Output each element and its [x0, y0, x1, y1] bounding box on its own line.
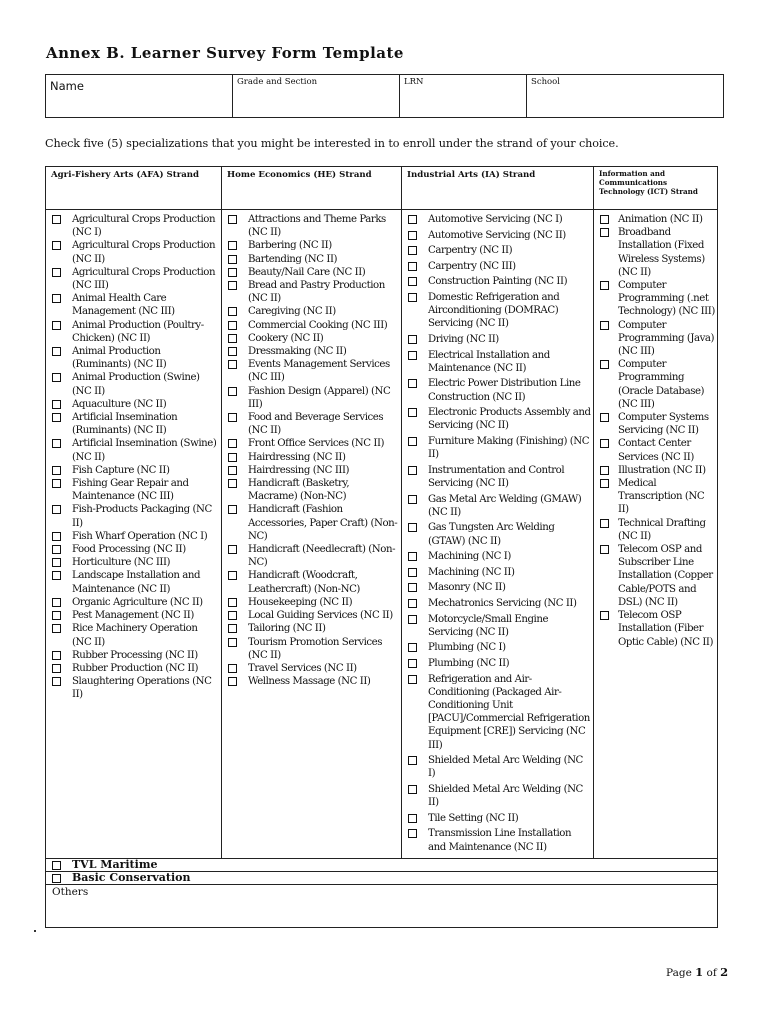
- specialization-label: Front Office Services (NC II): [248, 438, 385, 450]
- checkbox[interactable]: [408, 814, 417, 823]
- specialization-option[interactable]: [52, 530, 219, 543]
- specialization-option[interactable]: [52, 675, 219, 701]
- specialization-option[interactable]: [52, 411, 219, 437]
- checkbox[interactable]: [52, 268, 61, 277]
- specialization-option[interactable]: [408, 521, 591, 547]
- specialization-label: Construction Painting (NC II): [428, 276, 568, 288]
- specialization-label: Rice Machinery Operation (NC II): [72, 623, 198, 648]
- checkbox[interactable]: [600, 439, 609, 448]
- specialization-option[interactable]: [228, 464, 399, 477]
- checkbox[interactable]: [228, 571, 237, 580]
- form-title: Annex B. Learner Survey Form Template: [46, 44, 404, 62]
- specialization-label: Agricultural Crops Production (NC II): [72, 240, 216, 265]
- grade-section-label: Grade and Section: [237, 77, 318, 87]
- specialization-label: Animal Production (Swine) (NC II): [72, 372, 200, 397]
- checkbox[interactable]: [228, 321, 237, 330]
- specialization-option[interactable]: [52, 556, 219, 569]
- specialization-label: Computer Programming (Oracle Database) (NC III): [618, 359, 705, 410]
- checkbox[interactable]: [408, 643, 417, 652]
- strand-items-row: [46, 210, 718, 859]
- specialization-option[interactable]: [52, 662, 219, 675]
- checkbox[interactable]: [52, 321, 61, 330]
- specialization-label: Automotive Servicing (NC I): [428, 214, 563, 225]
- checkbox[interactable]: [600, 215, 609, 224]
- specialization-option[interactable]: [228, 569, 399, 595]
- checkbox[interactable]: [228, 624, 237, 633]
- specialization-label: Fashion Design (Apparel) (NC III): [248, 385, 391, 410]
- specialization-label: Barbering (NC II): [248, 240, 332, 252]
- specialization-label: Electronic Products Assembly and Servicing (NC II): [428, 407, 591, 432]
- specialization-label: Broadband Installation (Fixed Wireless Systems) (NC II): [618, 227, 705, 278]
- specialization-label: Animal Production (Poultry-Chicken) (NC II): [72, 319, 204, 344]
- specialization-label: Computer Programming (.net Technology) (NC III): [618, 280, 715, 318]
- checkbox[interactable]: [228, 255, 237, 264]
- checkbox[interactable]: [408, 215, 417, 224]
- checkbox[interactable]: [408, 262, 417, 271]
- specialization-label: Rubber Processing (NC II): [72, 649, 198, 661]
- specialization-option[interactable]: [408, 260, 591, 273]
- specialization-option[interactable]: [600, 279, 715, 319]
- specialization-option[interactable]: [600, 464, 715, 477]
- specialization-option[interactable]: [600, 477, 715, 517]
- ict-column: [594, 210, 718, 859]
- checkbox[interactable]: [600, 360, 609, 369]
- specialization-label: Refrigeration and Air-Conditioning (Packaged Air-Conditioning Unit [PACU]/Commercial Refrigeration Equipment [CRE]) Servicing (NC III): [428, 673, 590, 751]
- specialization-option[interactable]: [52, 464, 219, 477]
- specialization-label: Rubber Production (NC II): [72, 662, 199, 674]
- specialization-option[interactable]: [408, 275, 591, 288]
- specialization-option[interactable]: [600, 609, 715, 649]
- school-field[interactable]: [527, 75, 724, 118]
- checkbox[interactable]: [408, 466, 417, 475]
- tvl-maritime-option[interactable]: [52, 859, 717, 871]
- specialization-option[interactable]: [52, 319, 219, 345]
- checkbox[interactable]: [600, 466, 609, 475]
- specialization-option[interactable]: [600, 517, 715, 543]
- specialization-label: Telecom OSP Installation (Fiber Optic Cable) (NC II): [618, 610, 714, 648]
- instruction-text: Check five (5) specializations that you might be interested in to enroll under the strand of your choice.: [45, 137, 619, 150]
- specialization-label: Events Management Services (NC III): [248, 359, 390, 384]
- specialization-label: Fish-Products Packaging (NC II): [72, 504, 212, 529]
- checkbox[interactable]: [408, 659, 417, 668]
- checkbox[interactable]: [408, 335, 417, 344]
- checkbox[interactable]: [52, 400, 61, 409]
- checkbox[interactable]: [408, 785, 417, 794]
- checkbox[interactable]: [408, 583, 417, 592]
- checkbox[interactable]: [408, 615, 417, 624]
- specialization-option[interactable]: [52, 503, 219, 529]
- specialization-option[interactable]: [228, 609, 399, 622]
- specialization-label: Computer Programming (Java) (NC III): [618, 319, 715, 358]
- specialization-label: Handicraft (Basketry, Macrame) (Non-NC): [248, 478, 350, 503]
- specialization-option[interactable]: [228, 662, 399, 675]
- checkbox[interactable]: [408, 231, 417, 240]
- page-word: Page: [666, 967, 692, 979]
- specialization-option[interactable]: [408, 464, 591, 490]
- basic-conservation-row: [46, 872, 718, 885]
- specialization-label: Travel Services (NC II): [248, 662, 357, 674]
- checkbox[interactable]: [408, 552, 417, 561]
- specialization-option[interactable]: [408, 641, 591, 654]
- specialization-label: Tourism Promotion Services (NC II): [248, 636, 383, 661]
- specialization-option[interactable]: [52, 622, 219, 648]
- specialization-label: Pest Management (NC II): [72, 610, 194, 622]
- checkbox[interactable]: [228, 677, 237, 686]
- specialization-label: Shielded Metal Arc Welding (NC I): [428, 755, 583, 780]
- specialization-option[interactable]: [228, 253, 399, 266]
- name-label: Name: [50, 79, 84, 93]
- specialization-option[interactable]: [52, 292, 219, 318]
- checkbox[interactable]: [600, 281, 609, 290]
- specialization-label: Hairdressing (NC III): [248, 464, 350, 476]
- checkbox[interactable]: [52, 677, 61, 686]
- specialization-option[interactable]: [52, 345, 219, 371]
- specialization-label: Transmission Line Installation and Maintenance (NC II): [428, 828, 572, 853]
- specialization-option[interactable]: [408, 827, 591, 853]
- page-total: 2: [720, 965, 729, 979]
- checkbox[interactable]: [52, 505, 61, 514]
- checkbox[interactable]: [52, 558, 61, 567]
- checkbox[interactable]: [52, 571, 61, 580]
- specialization-option[interactable]: [52, 477, 219, 503]
- checkbox[interactable]: [408, 829, 417, 838]
- specialization-label: Artificial Insemination (Ruminants) (NC II): [72, 412, 178, 437]
- specialization-option[interactable]: [408, 435, 591, 461]
- checkbox[interactable]: [52, 651, 61, 660]
- specialization-label: Aquaculture (NC II): [72, 398, 167, 410]
- specialization-label: Mechatronics Servicing (NC II): [428, 597, 577, 609]
- specialization-option[interactable]: [408, 406, 591, 432]
- specialization-label: Motorcycle/Small Engine Servicing (NC II): [428, 613, 549, 638]
- specialization-option[interactable]: [408, 566, 591, 579]
- specialization-label: Tile Setting (NC II): [428, 812, 519, 824]
- option-label: Basic Conservation: [72, 871, 191, 885]
- others-label: Others: [52, 886, 89, 899]
- specialization-option[interactable]: [228, 622, 399, 635]
- school-label: School: [531, 77, 561, 87]
- specialization-option[interactable]: [228, 451, 399, 464]
- specialization-label: Handicraft (Fashion Accessories, Paper Craft) (Non-NC): [248, 504, 398, 542]
- checkbox[interactable]: [228, 505, 237, 514]
- specialization-option[interactable]: [600, 213, 715, 226]
- specialization-option[interactable]: [408, 291, 591, 331]
- checkbox[interactable]: [228, 453, 237, 462]
- ict-header: Information and Communications Technology (ICT) Strand: [594, 167, 718, 210]
- checkbox[interactable]: [408, 408, 417, 417]
- specialization-label: Bartending (NC II): [248, 253, 338, 265]
- specialization-label: Handicraft (Needlecraft) (Non-NC): [248, 544, 396, 569]
- basic-conservation-option[interactable]: [52, 872, 717, 884]
- specialization-label: Slaughtering Operations (NC II): [72, 676, 212, 701]
- specialization-label: Carpentry (NC III): [428, 260, 516, 272]
- specialization-option[interactable]: [408, 673, 591, 752]
- checkbox[interactable]: [408, 437, 417, 446]
- afa-column: [46, 210, 222, 859]
- specialization-table: [45, 166, 718, 928]
- checkbox[interactable]: [408, 568, 417, 577]
- specialization-label: Electrical Installation and Maintenance (NC II): [428, 349, 550, 374]
- specialization-option[interactable]: [228, 596, 399, 609]
- checkbox[interactable]: [600, 519, 609, 528]
- specialization-option[interactable]: [52, 398, 219, 411]
- specialization-label: Bread and Pastry Production (NC II): [248, 280, 385, 305]
- specialization-label: Animal Health Care Management (NC III): [72, 293, 175, 318]
- checkbox[interactable]: [228, 439, 237, 448]
- specialization-label: Driving (NC II): [428, 333, 499, 345]
- checkbox[interactable]: [52, 373, 61, 382]
- of-word: of: [706, 967, 717, 979]
- specialization-label: Housekeeping (NC II): [248, 596, 353, 608]
- afa-header: Agri-Fishery Arts (AFA) Strand: [46, 167, 222, 210]
- specialization-label: Fish Wharf Operation (NC I): [72, 530, 208, 542]
- checkbox[interactable]: [52, 439, 61, 448]
- checkbox[interactable]: [52, 215, 61, 224]
- specialization-label: Machining (NC II): [428, 566, 515, 578]
- checkbox[interactable]: [52, 861, 61, 870]
- he-column: [222, 210, 402, 859]
- checkbox[interactable]: [228, 598, 237, 607]
- specialization-option[interactable]: [600, 543, 715, 609]
- specialization-label: Organic Agriculture (NC II): [72, 596, 203, 608]
- specialization-option[interactable]: [228, 319, 399, 332]
- checkbox[interactable]: [408, 599, 417, 608]
- checkbox[interactable]: [52, 479, 61, 488]
- scan-mark: [34, 930, 36, 932]
- specialization-label: Computer Systems Servicing (NC II): [618, 412, 709, 437]
- specialization-label: Machining (NC I): [428, 551, 511, 563]
- specialization-option[interactable]: [228, 543, 399, 569]
- checkbox[interactable]: [600, 479, 609, 488]
- specialization-option[interactable]: [600, 319, 715, 359]
- specialization-option[interactable]: [408, 493, 591, 519]
- checkbox[interactable]: [52, 611, 61, 620]
- checkbox[interactable]: [52, 664, 61, 673]
- specialization-option[interactable]: [408, 550, 591, 563]
- specialization-label: Commercial Cooking (NC III): [248, 319, 388, 331]
- specialization-label: Food and Beverage Services (NC II): [248, 412, 384, 437]
- checkbox[interactable]: [52, 294, 61, 303]
- specialization-option[interactable]: [228, 279, 399, 305]
- specialization-label: Wellness Massage (NC II): [248, 676, 371, 688]
- specialization-label: Gas Metal Arc Welding (GMAW) (NC II): [428, 493, 582, 518]
- specialization-label: Fish Capture (NC II): [72, 464, 170, 476]
- specialization-label: Gas Tungsten Arc Welding (GTAW) (NC II): [428, 522, 555, 547]
- specialization-label: Landscape Installation and Maintenance (NC II): [72, 570, 201, 595]
- checkbox[interactable]: [52, 624, 61, 633]
- specialization-option[interactable]: [228, 675, 399, 688]
- specialization-option[interactable]: [228, 437, 399, 450]
- specialization-label: Artificial Insemination (Swine) (NC II): [72, 438, 217, 463]
- specialization-option[interactable]: [52, 266, 219, 292]
- specialization-option[interactable]: [52, 213, 219, 239]
- specialization-option[interactable]: [228, 636, 399, 662]
- option-label: TVL Maritime: [72, 858, 158, 872]
- specialization-label: Dressmaking (NC II): [248, 346, 347, 358]
- checkbox[interactable]: [228, 268, 237, 277]
- others-field[interactable]: [46, 885, 718, 928]
- specialization-option[interactable]: [52, 543, 219, 556]
- specialization-label: Plumbing (NC I): [428, 642, 506, 654]
- specialization-label: Telecom OSP and Subscriber Line Installation (Copper Cable/POTS and DSL) (NC II): [618, 544, 713, 608]
- specialization-option[interactable]: [52, 596, 219, 609]
- specialization-option[interactable]: [408, 333, 591, 346]
- tvl-maritime-row: [46, 859, 718, 872]
- specialization-label: Shielded Metal Arc Welding (NC II): [428, 783, 583, 809]
- specialization-label: Contact Center Services (NC II): [618, 438, 694, 463]
- checkbox[interactable]: [408, 523, 417, 532]
- specialization-option[interactable]: [408, 349, 591, 375]
- checkbox[interactable]: [228, 334, 237, 343]
- specialization-label: Local Guiding Services (NC II): [248, 610, 393, 622]
- specialization-option[interactable]: [408, 229, 591, 242]
- specialization-label: Food Processing (NC II): [72, 544, 186, 556]
- strand-header-row: [46, 167, 718, 210]
- checkbox[interactable]: [228, 466, 237, 475]
- specialization-label: Attractions and Theme Parks (NC II): [248, 214, 386, 239]
- specialization-option[interactable]: [600, 437, 715, 463]
- specialization-label: Furniture Making (Finishing) (NC II): [428, 435, 590, 461]
- specialization-label: Fishing Gear Repair and Maintenance (NC III): [72, 478, 189, 503]
- specialization-option[interactable]: [408, 597, 591, 610]
- specialization-label: Plumbing (NC II): [428, 657, 510, 669]
- checkbox[interactable]: [408, 351, 417, 360]
- specialization-option[interactable]: [52, 649, 219, 662]
- checkbox[interactable]: [228, 611, 237, 620]
- checkbox[interactable]: [408, 675, 417, 684]
- he-header: Home Economics (HE) Strand: [222, 167, 402, 210]
- checkbox[interactable]: [228, 347, 237, 356]
- checkbox[interactable]: [52, 598, 61, 607]
- checkbox[interactable]: [600, 611, 609, 620]
- others-row: [46, 885, 718, 928]
- specialization-option[interactable]: [52, 437, 219, 463]
- specialization-option[interactable]: [600, 358, 715, 411]
- ia-column: [402, 210, 594, 859]
- specialization-label: Carpentry (NC II): [428, 245, 513, 257]
- checkbox[interactable]: [228, 387, 237, 396]
- specialization-label: Caregiving (NC II): [248, 306, 336, 318]
- checkbox[interactable]: [600, 545, 609, 554]
- name-field[interactable]: [46, 75, 233, 118]
- specialization-option[interactable]: [600, 411, 715, 437]
- checkbox[interactable]: [600, 321, 609, 330]
- page-number: 1: [695, 965, 704, 979]
- checkbox[interactable]: [408, 379, 417, 388]
- specialization-label: Technical Drafting (NC II): [618, 517, 706, 542]
- ia-header: Industrial Arts (IA) Strand: [402, 167, 594, 210]
- lrn-field[interactable]: [400, 75, 527, 118]
- specialization-label: Medical Transcription (NC II): [618, 478, 705, 516]
- checkbox[interactable]: [228, 664, 237, 673]
- specialization-label: Hairdressing (NC II): [248, 451, 346, 463]
- checkbox[interactable]: [52, 347, 61, 356]
- specialization-label: Animal Production (Ruminants) (NC II): [72, 346, 167, 371]
- page-footer: [666, 965, 728, 979]
- specialization-option[interactable]: [228, 239, 399, 252]
- specialization-option[interactable]: [228, 477, 399, 503]
- checkbox[interactable]: [228, 281, 237, 290]
- specialization-option[interactable]: [52, 371, 219, 397]
- specialization-option[interactable]: [228, 213, 399, 239]
- checkbox[interactable]: [228, 360, 237, 369]
- specialization-label: Cookery (NC II): [248, 332, 324, 344]
- specialization-option[interactable]: [52, 239, 219, 265]
- checkbox[interactable]: [600, 228, 609, 237]
- specialization-option[interactable]: [408, 244, 591, 257]
- checkbox[interactable]: [228, 638, 237, 647]
- specialization-option[interactable]: [408, 581, 591, 594]
- checkbox[interactable]: [600, 413, 609, 422]
- checkbox[interactable]: [52, 532, 61, 541]
- specialization-option[interactable]: [408, 754, 591, 780]
- specialization-label: Beauty/Nail Care (NC II): [248, 266, 366, 278]
- checkbox[interactable]: [228, 307, 237, 316]
- specialization-option[interactable]: [228, 411, 399, 437]
- specialization-label: Animation (NC II): [618, 214, 703, 225]
- specialization-option[interactable]: [408, 213, 591, 226]
- specialization-option[interactable]: [228, 332, 399, 345]
- specialization-label: Agricultural Crops Production (NC III): [72, 266, 216, 292]
- specialization-label: Illustration (NC II): [618, 464, 706, 476]
- specialization-label: Agricultural Crops Production (NC I): [72, 214, 216, 239]
- checkbox[interactable]: [408, 293, 417, 302]
- specialization-option[interactable]: [228, 503, 399, 543]
- checkbox[interactable]: [408, 495, 417, 504]
- checkbox[interactable]: [52, 413, 61, 422]
- checkbox[interactable]: [52, 241, 61, 250]
- learner-identity-table: [45, 74, 724, 118]
- specialization-label: Instrumentation and Control Servicing (NC II): [428, 464, 565, 489]
- specialization-option[interactable]: [228, 266, 399, 279]
- checkbox[interactable]: [52, 874, 61, 883]
- checkbox[interactable]: [228, 413, 237, 422]
- specialization-option[interactable]: [600, 226, 715, 279]
- checkbox[interactable]: [228, 215, 237, 224]
- specialization-label: Electric Power Distribution Line Construction (NC II): [428, 378, 581, 403]
- specialization-label: Masonry (NC II): [428, 582, 506, 594]
- specialization-option[interactable]: [52, 569, 219, 595]
- checkbox[interactable]: [52, 466, 61, 475]
- specialization-option[interactable]: [228, 385, 399, 411]
- specialization-label: Tailoring (NC II): [248, 623, 326, 635]
- checkbox[interactable]: [228, 241, 237, 250]
- lrn-label: LRN: [404, 77, 424, 87]
- checkbox[interactable]: [408, 277, 417, 286]
- specialization-option[interactable]: [52, 609, 219, 622]
- specialization-label: Horticulture (NC III): [72, 557, 171, 569]
- checkbox[interactable]: [408, 246, 417, 255]
- specialization-option[interactable]: [228, 358, 399, 384]
- specialization-option[interactable]: [228, 345, 399, 358]
- specialization-option[interactable]: [408, 613, 591, 639]
- checkbox[interactable]: [228, 479, 237, 488]
- specialization-option[interactable]: [408, 783, 591, 809]
- specialization-option[interactable]: [228, 305, 399, 318]
- specialization-option[interactable]: [408, 377, 591, 403]
- grade-section-field[interactable]: [233, 75, 400, 118]
- specialization-option[interactable]: [408, 812, 591, 825]
- specialization-label: Automotive Servicing (NC II): [428, 229, 566, 241]
- specialization-label: Domestic Refrigeration and Airconditioning (DOMRAC) Servicing (NC II): [428, 291, 560, 330]
- specialization-label: Handicraft (Woodcraft, Leathercraft) (Non-NC): [248, 570, 360, 595]
- checkbox[interactable]: [228, 545, 237, 554]
- specialization-option[interactable]: [408, 657, 591, 670]
- checkbox[interactable]: [52, 545, 61, 554]
- checkbox[interactable]: [408, 756, 417, 765]
